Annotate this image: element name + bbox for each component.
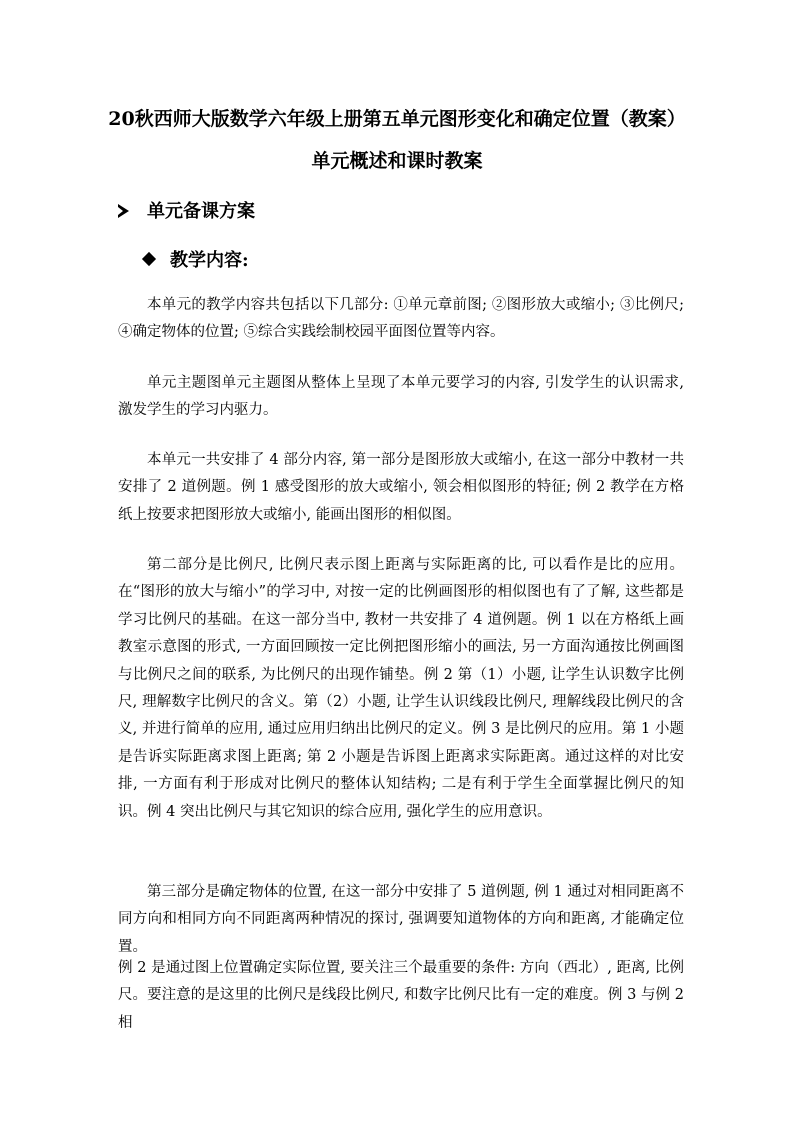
document-subtitle: 单元概述和课时教案 [311, 150, 483, 172]
section-heading [118, 197, 255, 223]
document-title: 20秋西师大版数学六年级上册第五单元图形变化和确定位置（教案） [108, 108, 686, 130]
paragraph: 第二部分是比例尺, 比例尺表示图上距离与实际距离的比, 可以看作是比的应用。在“图形的放大与缩小”的学习中, 对按一定的比例画图形的相似图也有了了解, 这些都是学习比例尺的基础。在这一部分当中, 教材一共安排了 4 道例题。例 1 以在方格纸上画教室示意图的形式, 一方面回顾按一定比例把图形缩小的画法, 另一方面沟通按比例画图与比例尺之间的联系, 为比例尺的出现作铺垫。例 2 第（1）小题, 让学生认识数字比例尺, 理解数字比例尺的含义。第（2）小题, 让学生认识线段比例尺, 理解线段比例尺的含义, 并进行简单的应用, 通过应用归纳出比例尺的定义。例 3 是比例尺的应用。第 1 小题是告诉实际距离求图上距离; 第 2 小题是告诉图上距离求实际距离。通过这样的对比安排, 一方面有利于形成对比例尺的整体认知结构; 二是有利于学生全面掌握比例尺的知识。例 4 突出比例尺与其它知识的综合应用, 强化学生的应用意识。 [118, 557, 684, 820]
arrow-bullet-icon [118, 204, 129, 218]
paragraph: 本单元的教学内容共包括以下几部分: ①单元章前图; ②图形放大或缩小; ③比例尺; ④确定物体的位置; ⑤综合实践绘制校园平面图位置等内容。 [118, 297, 684, 341]
section-heading-text: 单元备课方案 [147, 201, 255, 222]
subsection-heading [140, 246, 249, 272]
subsection-heading-text: 教学内容: [170, 250, 249, 271]
paragraph: 例 2 是通过图上位置确定实际位置, 要关注三个最重要的条件: 方向（西北）, 距离, 比例尺。要注意的是这里的比例尺是线段比例尺, 和数字比例尺比有一定的难度。例 3 与例 2 相 [118, 960, 684, 1031]
paragraph: 单元主题图单元主题图从整体上呈现了本单元要学习的内容, 引发学生的认识需求, 激发学生的学习内驱力。 [118, 375, 684, 419]
paragraph: 第三部分是确定物体的位置, 在这一部分中安排了 5 道例题, 例 1 通过对相同距离不同方向和相同方向不同距离两种情况的探讨, 强调要知道物体的方向和距离, 才能确定位置。 [118, 884, 684, 955]
diamond-bullet-icon [142, 252, 156, 266]
paragraph: 本单元一共安排了 4 部分内容, 第一部分是图形放大或缩小, 在这一部分中教材一共安排了 2 道例题。例 1 感受图形的放大或缩小, 领会相似图形的特征; 例 2 教学在方格纸上按要求把图形放大或缩小, 能画出图形的相似图。 [118, 452, 684, 523]
